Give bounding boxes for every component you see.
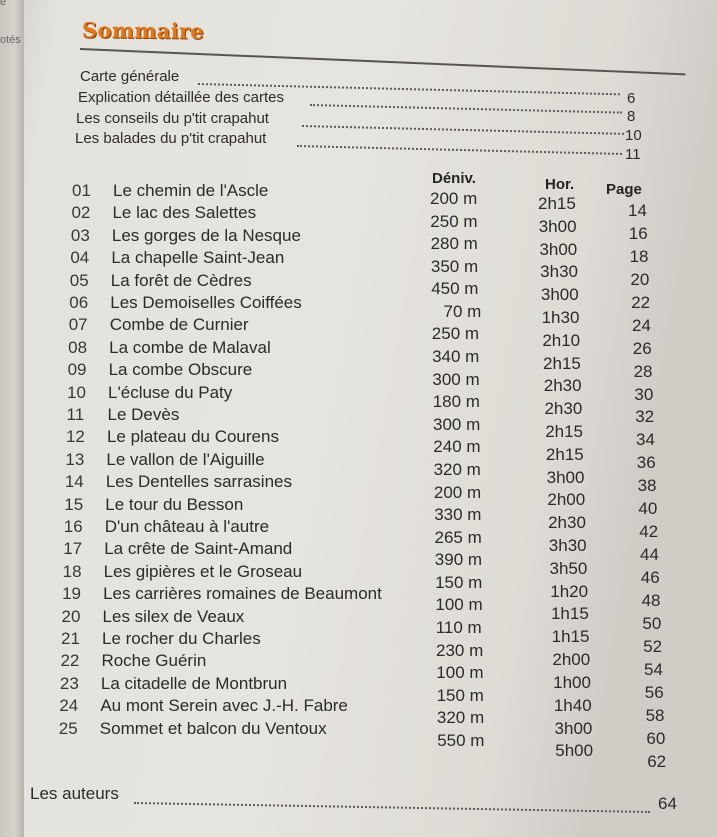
- leader-dots: [310, 104, 622, 114]
- walk-deniv: 280 m: [430, 234, 478, 254]
- walk-page: 38: [637, 476, 657, 496]
- walk-page: 42: [639, 522, 659, 542]
- walk-deniv: 100 m: [435, 595, 483, 615]
- walk-name: D'un château à l'autre: [104, 517, 270, 536]
- walk-name: Le lac des Salettes: [112, 203, 257, 223]
- walk-deniv: 150 m: [435, 572, 483, 592]
- walk-number: 25: [58, 718, 78, 738]
- walk-name: Le plateau du Courens: [106, 427, 279, 447]
- walk-duration: 2h30: [544, 399, 583, 419]
- walk-name: Le chemin de l'Ascle: [113, 181, 269, 200]
- walk-number: 23: [59, 673, 79, 693]
- walk-number: 13: [65, 449, 85, 469]
- walk-number: 08: [68, 337, 88, 357]
- walk-name: Les gorges de la Nesque: [111, 225, 301, 245]
- walk-duration: 3h30: [548, 536, 587, 556]
- header-hor: Hor.: [545, 176, 575, 193]
- intro-item-label: Carte générale: [80, 68, 180, 85]
- walk-duration: 3h00: [554, 718, 593, 738]
- walk-name: Le tour du Besson: [105, 494, 244, 514]
- leader-dots: [297, 145, 622, 155]
- walk-name: La crête de Saint-Amand: [104, 539, 293, 559]
- walk-page: 22: [631, 292, 651, 312]
- intro-item-label: Les balades du p'tit crapahut: [75, 130, 267, 147]
- walk-duration: 2h30: [548, 513, 586, 533]
- walk-name: La combe Obscure: [108, 360, 253, 380]
- walk-page: 16: [628, 223, 648, 243]
- walk-number: 09: [67, 360, 87, 380]
- walk-number: 21: [61, 629, 80, 648]
- walk-number: 22: [60, 651, 80, 671]
- walk-number: 01: [72, 181, 91, 200]
- walk-duration: 3h50: [549, 558, 588, 578]
- walk-page: 34: [636, 430, 655, 450]
- walk-deniv: 450 m: [431, 279, 479, 299]
- walk-page: 62: [647, 751, 667, 771]
- header-deniv: Déniv.: [432, 170, 476, 187]
- walk-name: Combe de Curnier: [109, 315, 249, 335]
- walk-deniv: 390 m: [434, 550, 483, 570]
- walk-name: Le vallon de l'Aiguille: [106, 449, 265, 469]
- walk-name: Les Dentelles sarrasines: [105, 472, 292, 492]
- walk-name: La combe de Malaval: [109, 337, 271, 357]
- walk-deniv: 265 m: [434, 527, 482, 547]
- walk-duration: 1h20: [550, 581, 589, 601]
- walk-number: 07: [68, 315, 88, 335]
- walk-name: Les silex de Veaux: [102, 606, 245, 626]
- walk-number: 20: [61, 606, 81, 626]
- walk-duration: 2h15: [545, 444, 584, 464]
- walk-page: 52: [643, 636, 663, 656]
- walk-name: Roche Guérin: [101, 651, 207, 671]
- walk-number: 11: [66, 405, 85, 424]
- walk-deniv: 250 m: [431, 324, 480, 344]
- walk-deniv: 350 m: [430, 256, 479, 276]
- walk-page: 54: [644, 659, 663, 679]
- walk-page: 24: [632, 315, 651, 335]
- walk-duration: 3h00: [539, 239, 578, 259]
- walk-number: 17: [63, 539, 83, 559]
- walk-duration: 3h30: [540, 262, 578, 282]
- intro-item-label: Les conseils du p'tit crapahut: [76, 110, 269, 127]
- authors-label: Les auteurs: [30, 784, 119, 803]
- walk-number: 05: [69, 270, 89, 290]
- walk-number: 02: [71, 203, 91, 223]
- walk-duration: 1h15: [550, 604, 589, 624]
- walk-duration: 1h00: [553, 672, 591, 692]
- walk-duration: 3h00: [538, 216, 577, 236]
- walk-duration: 2h15: [545, 422, 584, 442]
- walk-deniv: 300 m: [433, 414, 481, 434]
- walk-number: 18: [62, 561, 82, 581]
- walk-deniv: 340 m: [432, 347, 480, 367]
- intro-item-page: 8: [627, 108, 636, 125]
- walk-name: La citadelle de Montbrun: [100, 673, 288, 693]
- walk-page: 32: [635, 407, 655, 427]
- walk-deniv: 250 m: [430, 211, 478, 231]
- walk-deniv: 110 m: [435, 618, 482, 638]
- walk-duration: 3h00: [540, 285, 579, 305]
- walk-page: 26: [632, 338, 652, 358]
- walk-deniv: 320 m: [433, 459, 481, 479]
- walk-duration: 1h30: [541, 308, 580, 328]
- walk-number: 12: [65, 427, 85, 447]
- walk-deniv: 300 m: [432, 369, 480, 389]
- walk-name: Le rocher du Charles: [102, 629, 261, 648]
- walk-number: 15: [64, 494, 84, 514]
- leader-dots: [134, 802, 650, 813]
- walk-page: 20: [630, 269, 650, 289]
- walk-page: 30: [634, 384, 654, 404]
- walk-number: 14: [64, 472, 84, 492]
- walk-name: Les Demoiselles Coiffées: [110, 293, 302, 312]
- walk-name: L'écluse du Paty: [108, 382, 233, 402]
- walk-number: 24: [59, 696, 79, 716]
- walk-number: 04: [70, 248, 90, 268]
- walk-deniv: 70 m: [443, 301, 482, 321]
- walk-name: La chapelle Saint-Jean: [111, 248, 285, 268]
- walk-page: 18: [629, 246, 649, 266]
- intro-item-label: Explication détaillée des cartes: [78, 89, 284, 106]
- walk-name: Au mont Serein avec J.-H. Fabre: [100, 696, 348, 716]
- walk-number: 19: [62, 584, 82, 604]
- walk-duration: 1h15: [551, 627, 590, 647]
- walk-page: 60: [646, 728, 666, 748]
- walk-page: 46: [640, 568, 660, 588]
- walk-page: 40: [638, 499, 658, 519]
- walk-name: Sommet et balcon du Ventoux: [99, 718, 327, 738]
- walk-duration: 2h30: [543, 376, 582, 396]
- left-page-edge: [0, 0, 24, 837]
- walk-duration: 2h00: [547, 490, 586, 510]
- walk-page: 56: [644, 682, 664, 702]
- walk-page: 36: [636, 453, 656, 473]
- walk-name: Les carrières romaines de Beaumont: [103, 584, 382, 604]
- walk-name: Les gipières et le Groseau: [103, 561, 303, 581]
- walk-duration: 2h00: [552, 650, 591, 670]
- page-title: Sommaire: [81, 17, 205, 44]
- walk-deniv: 180 m: [432, 392, 480, 412]
- walk-page: 48: [641, 590, 661, 610]
- leader-dots: [302, 125, 624, 135]
- walk-deniv: 550 m: [437, 730, 485, 750]
- walk-deniv: 320 m: [436, 708, 485, 728]
- walk-deniv: 200 m: [430, 189, 478, 208]
- walk-number: 16: [63, 517, 83, 536]
- walk-page: 44: [640, 545, 659, 565]
- walk-page: 50: [642, 613, 662, 633]
- walk-deniv: 150 m: [436, 685, 484, 705]
- walk-deniv: 240 m: [433, 437, 481, 457]
- walk-number: 06: [69, 293, 89, 312]
- walk-page: 58: [645, 705, 665, 725]
- walk-number: 03: [70, 225, 90, 245]
- walk-deniv: 330 m: [434, 505, 482, 525]
- walk-duration: 3h00: [546, 467, 585, 487]
- authors-page: 64: [658, 794, 677, 813]
- intro-item-page: 11: [625, 146, 641, 163]
- walk-deniv: 200 m: [433, 482, 482, 502]
- walk-duration: 2h15: [538, 194, 576, 213]
- intro-item-page: 10: [625, 127, 642, 144]
- walk-name: La forêt de Cèdres: [110, 270, 252, 290]
- walk-duration: 5h00: [555, 741, 594, 761]
- left-page-fragment: otés: [0, 34, 21, 46]
- walk-deniv: 100 m: [436, 663, 484, 683]
- intro-item-page: 6: [627, 90, 636, 107]
- walk-name: Le Devès: [107, 405, 180, 424]
- walk-page: 14: [628, 201, 647, 220]
- walk-duration: 2h10: [542, 330, 581, 350]
- left-page-fragment: e: [0, 0, 7, 8]
- walk-number: 10: [67, 382, 86, 402]
- walk-page: 28: [633, 361, 653, 381]
- header-page: Page: [606, 181, 642, 198]
- walk-duration: 2h15: [543, 353, 581, 373]
- walk-duration: 1h40: [553, 695, 592, 715]
- walk-deniv: 230 m: [436, 640, 484, 660]
